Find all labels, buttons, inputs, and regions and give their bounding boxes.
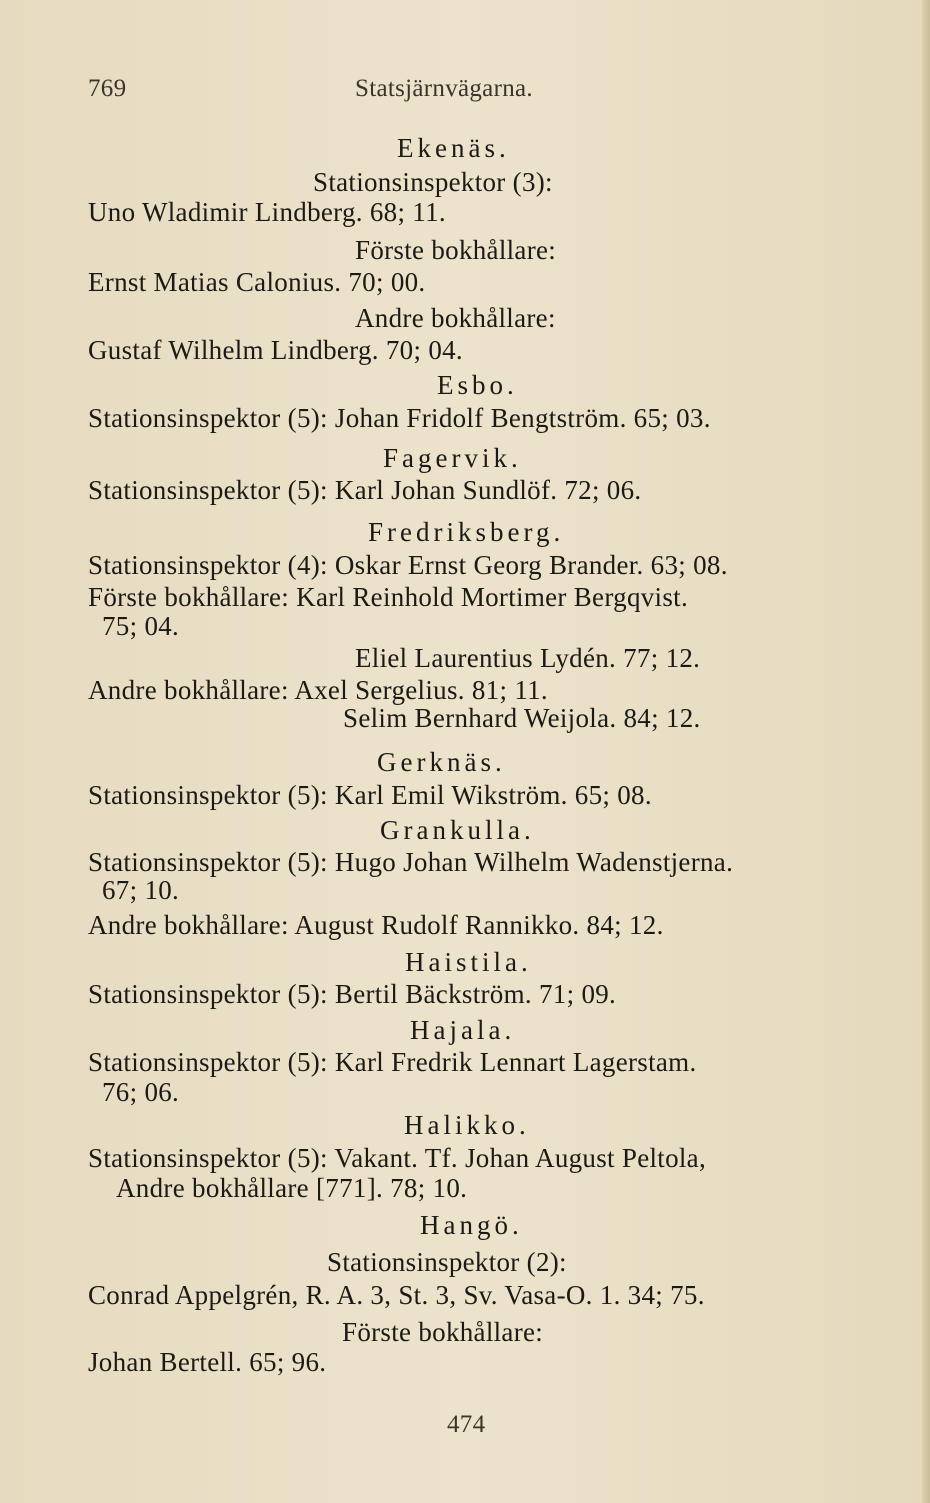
station-heading: Hangö. (420, 1210, 523, 1240)
entry-line: Stationsinspektor (5): Johan Fridolf Bengtström. 65; 03. (88, 403, 711, 433)
role-label: Stationsinspektor (2): (327, 1247, 567, 1277)
entry-line: Andre bokhållare [771]. 78; 10. (116, 1173, 468, 1203)
role-label: Andre bokhållare: (355, 303, 556, 333)
station-heading: Grankulla. (380, 815, 535, 845)
entry-line: 75; 04. (102, 611, 180, 641)
station-heading: Fagervik. (383, 443, 522, 473)
entry-line: Stationsinspektor (4): Oskar Ernst Georg Brander. 63; 08. (88, 550, 728, 580)
entry-line: Andre bokhållare: Axel Sergelius. 81; 11. (88, 675, 548, 705)
station-heading: Fredriksberg. (368, 517, 565, 547)
entry-line: Stationsinspektor (5): Karl Fredrik Lennart Lagerstam. (88, 1047, 697, 1077)
entry-line: Stationsinspektor (5): Karl Johan Sundlöf. 72; 06. (88, 475, 642, 505)
entry-line: Conrad Appelgrén, R. A. 3, St. 3, Sv. Vasa-O. 1. 34; 75. (88, 1280, 705, 1310)
entry-line: Stationsinspektor (5): Karl Emil Wikström. 65; 08. (88, 780, 652, 810)
entry-line: Stationsinspektor (5): Hugo Johan Wilhelm Wadenstjerna. (88, 847, 734, 877)
running-title: Statsjärnvägarna. (355, 75, 533, 102)
station-heading: Gerknäs. (377, 747, 506, 777)
entry-line: Eliel Laurentius Lydén. 77; 12. (355, 643, 701, 673)
entry-line: Selim Bernhard Weijola. 84; 12. (343, 703, 701, 733)
role-label: Förste bokhållare: (355, 235, 557, 265)
entry-line: Stationsinspektor (5): Bertil Bäckström. 71; 09. (88, 979, 617, 1009)
station-heading: Haistila. (405, 947, 532, 977)
entry-line: Förste bokhållare: Karl Reinhold Mortimer Bergqvist. (88, 582, 689, 612)
entry-line: Andre bokhållare: August Rudolf Rannikko. 84; 12. (88, 910, 664, 940)
entry-line: 76; 06. (102, 1077, 180, 1107)
entry-line: Uno Wladimir Lindberg. 68; 11. (88, 197, 446, 227)
station-heading: Hajala. (410, 1015, 516, 1045)
station-heading: Halikko. (404, 1110, 530, 1140)
role-label: Stationsinspektor (3): (313, 167, 553, 197)
entry-line: Gustaf Wilhelm Lindberg. 70; 04. (88, 335, 463, 365)
role-label: Förste bokhållare: (342, 1317, 544, 1347)
station-heading: Esbo. (437, 370, 518, 400)
entry-line: Stationsinspektor (5): Vakant. Tf. Johan August Peltola, (88, 1143, 707, 1173)
entry-line: Ernst Matias Calonius. 70; 00. (88, 267, 426, 297)
page-edge (922, 0, 930, 1503)
page-reference: 769 (88, 75, 127, 102)
station-heading: Ekenäs. (397, 133, 510, 163)
entry-line: 67; 10. (102, 875, 180, 905)
entry-line: Johan Bertell. 65; 96. (88, 1347, 327, 1377)
page-number: 474 (447, 1411, 486, 1438)
